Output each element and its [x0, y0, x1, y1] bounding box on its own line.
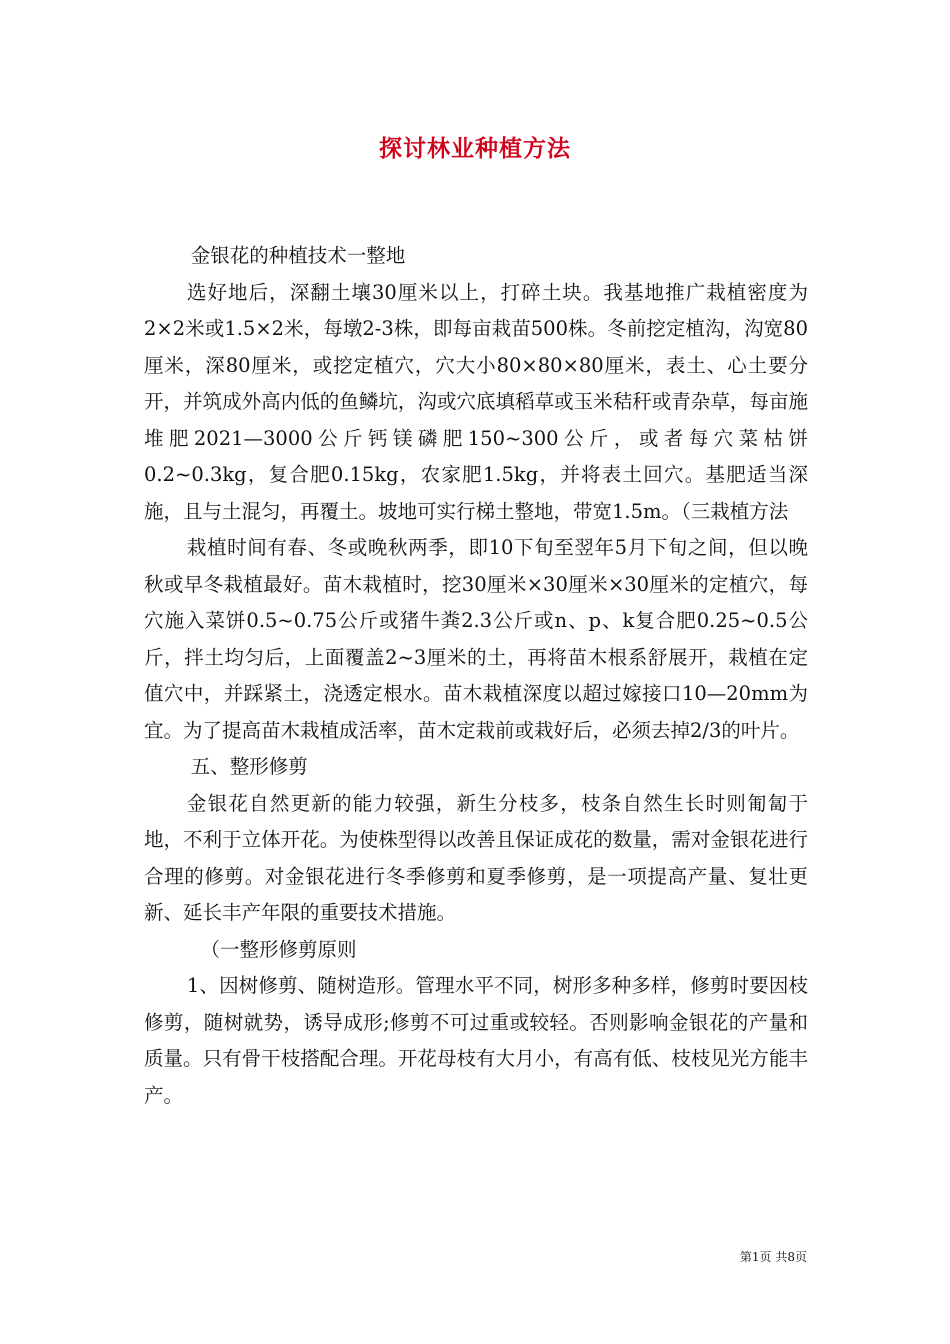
- paragraph-planting-method: 栽植时间有春、冬或晚秋两季，即10下旬至翌年5月下旬之间，但以晚秋或早冬栽植最好。苗木栽植时，挖30厘米×30厘米×30厘米的定植穴，每穴施入菜饼0.5~0.75公斤或猪牛粪2.3公斤或n、p、k复合肥0.25~0.5公斤，拌土均匀后，上面覆盖2~3厘米的土，再将苗木根系舒展开，栽植在定值穴中，并踩紧土，浇透定根水。苗木栽植深度以超过嫁接口10—20mm为宜。为了提高苗木栽植成活率，苗木定栽前或栽好后，必须去掉2/3的叶片。: [144, 536, 808, 742]
- section-heading-site-prep: 金银花的种植技术一整地: [190, 244, 406, 267]
- document-title: 探讨林业种植方法: [379, 135, 571, 162]
- section-heading-pruning: 五、整形修剪: [190, 755, 308, 778]
- paragraph-pruning-principle-1: 1、因树修剪、随树造形。管理水平不同，树形多种多样，修剪时要因枝修剪，随树就势，诱导成形;修剪不可过重或较轻。否则影响金银花的产量和质量。只有骨干枝搭配合理。开花母枝有大月小，有高有低、枝枝见光方能丰产。: [144, 974, 808, 1107]
- subheading-pruning-principles: （一整形修剪原则: [200, 937, 357, 961]
- page-number-footer: 第1页 共8页: [739, 1250, 807, 1264]
- paragraph-pruning-intro: 金银花自然更新的能力较强，新生分枝多，枝条自然生长时则匍匐于地，不利于立体开花。为使株型得以改善且保证成花的数量，需对金银花进行合理的修剪。对金银花进行冬季修剪和夏季修剪，是一项提高产量、复壮更新、延长丰产年限的重要技术措施。: [144, 791, 808, 924]
- document-body: [144, 238, 808, 1114]
- paragraph-site-prep: 选好地后，深翻土壤30厘米以上，打碎土块。我基地推广栽植密度为2×2米或1.5×2米，每墩2-3株，即每亩栽苗500株。冬前挖定植沟，沟宽80厘米，深80厘米，或挖定植穴，穴大小80×80×80厘米，表土、心土要分开，并筑成外高内低的鱼鳞坑，沟或穴底填稻草或玉米秸秆或青杂草，每亩施堆肥2021—3000公斤钙镁磷肥150~300公斤，或者每穴菜枯饼0.2~0.3kg，复合肥0.15kg，农家肥1.5kg，并将表土回穴。基肥适当深施，且与土混匀，再覆土。坡地可实行梯土整地，带宽1.5m。（三栽植方法: [144, 280, 808, 523]
